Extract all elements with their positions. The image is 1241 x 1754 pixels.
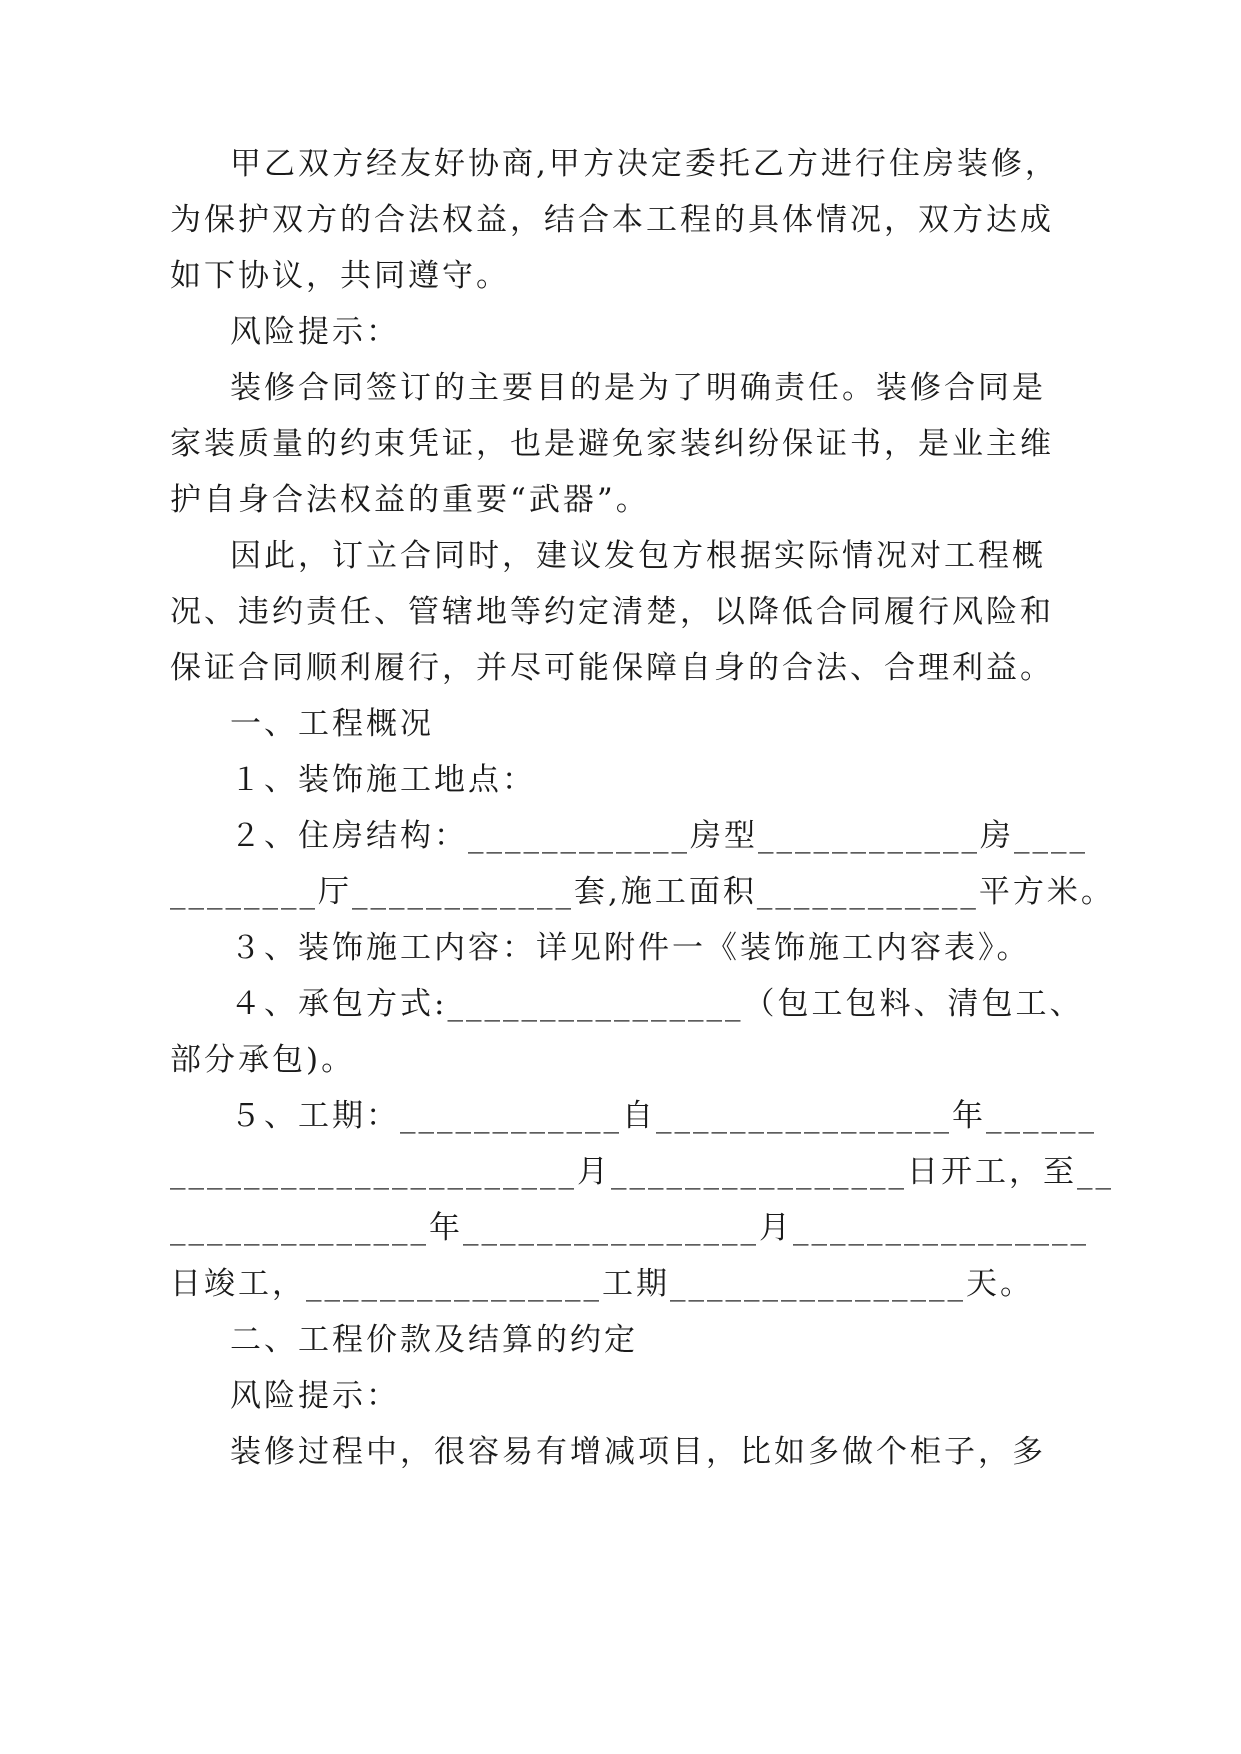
clause-item-line-2: ______________________月________________日开工，至__ [170, 1154, 1114, 1190]
risk-body-line-3: 护自身合法权益的重要“武器”。 [170, 482, 650, 518]
risk-heading: 风险提示： [230, 314, 400, 350]
intro-line-3: 如下协议，共同遵守。 [170, 258, 510, 294]
risk-body-line-1: 装修合同签订的主要目的是为了明确责任。装修合同是 [230, 370, 1046, 406]
clause-item-line-4: 日竣工，________________工期________________天。 [170, 1266, 1034, 1302]
advice-line-1: 因此，订立合同时，建议发包方根据实际情况对工程概 [230, 538, 1046, 574]
section-title: 一、工程概况 [230, 706, 434, 742]
advice-line-2: 况、违约责任、管辖地等约定清楚，以降低合同履行风险和 [170, 594, 1054, 630]
intro-line-2: 为保护双方的合法权益，结合本工程的具体情况，双方达成 [170, 202, 1054, 238]
risk-body-line-1: 装修过程中，很容易有增减项目，比如多做个柜子，多 [230, 1434, 1046, 1470]
clause-item: １、装饰施工地点： [230, 762, 536, 798]
intro-line-1: 甲乙双方经友好协商,甲方决定委托乙方进行住房装修， [230, 146, 1059, 182]
advice-line-3: 保证合同顺利履行，并尽可能保障自身的合法、合理利益。 [170, 650, 1054, 686]
clause-item-line-1: ２、住房结构：____________房型____________房____ [230, 818, 1088, 854]
clause-item-line-2: 部分承包)。 [170, 1042, 356, 1078]
clause-item-line-2: ________厅____________套,施工面积____________平方米。 [170, 874, 1115, 910]
risk-body-line-2: 家装质量的约束凭证，也是避免家装纠纷保证书，是业主维 [170, 426, 1054, 462]
clause-item-line-3: ______________年________________月________________ [170, 1210, 1089, 1246]
clause-item-line-1: ４、承包方式:________________（包工包料、清包工、 [230, 986, 1084, 1022]
clause-item-line-1: ５、工期：____________自________________年______ [230, 1098, 1097, 1134]
clause-item: ３、装饰施工内容：详见附件一《装饰施工内容表》。 [230, 930, 1031, 966]
risk-heading: 风险提示： [230, 1378, 400, 1414]
section-title: 二、工程价款及结算的约定 [230, 1322, 638, 1358]
